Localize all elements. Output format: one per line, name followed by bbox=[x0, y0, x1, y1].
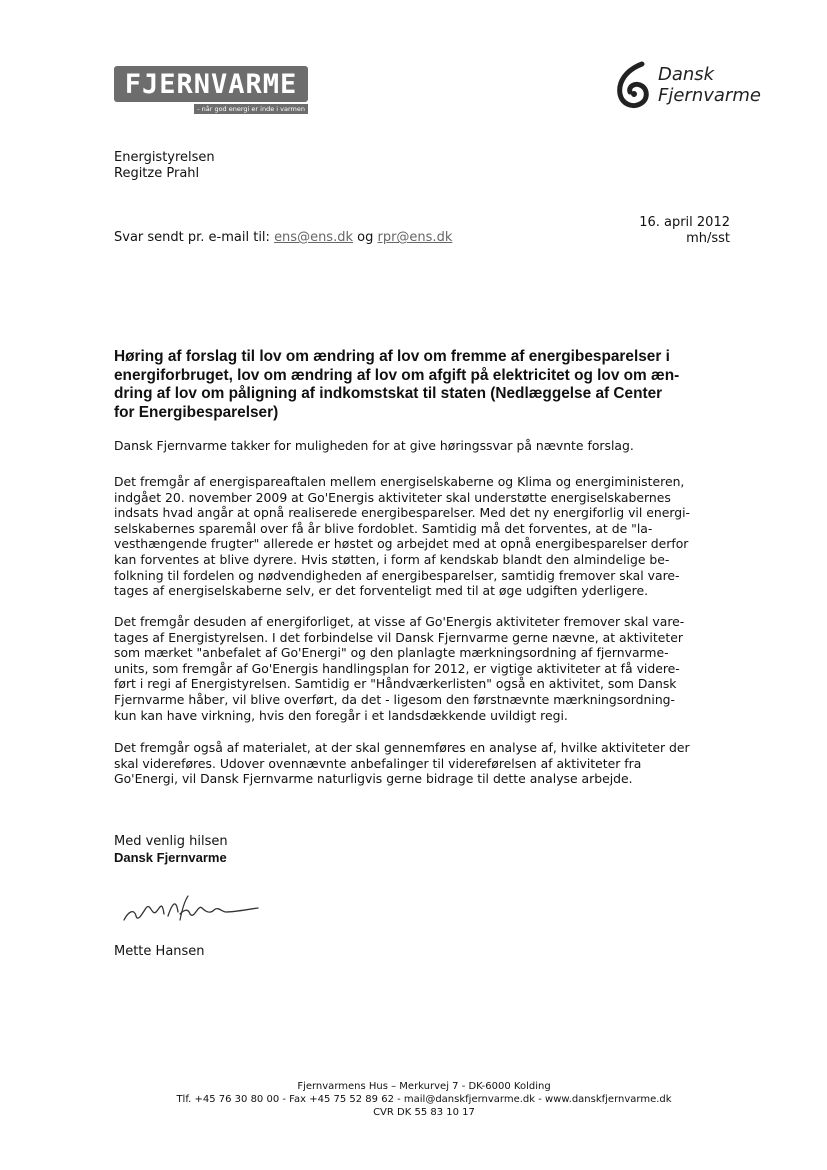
body-line: vesthængende frugter" allerede er høstet og arbejdet med at opnå energibesparelser derfor bbox=[114, 536, 689, 552]
body-line: Go'Energi, vil Dansk Fjernvarme naturligvis gerne bidrage til dette analyse arbejde. bbox=[114, 771, 633, 787]
fjernvarme-logo bbox=[114, 66, 308, 116]
recipient-person: Regitze Prahl bbox=[114, 166, 200, 181]
body-line: tages af Energistyrelsen. I det forbindelse vil Dansk Fjernvarme gerne nævne, at aktiviteter bbox=[114, 629, 683, 645]
body-line: Det fremgår af energispareaftalen mellem energiselskaberne og Klima og energiministeren, bbox=[114, 474, 685, 489]
letter-reference: mh/sst bbox=[686, 231, 730, 246]
body-line: selskabernes sparemål over få år blive fordoblet. Samtidig må det forventes, at de "la- bbox=[114, 520, 653, 536]
letter-date: 16. april 2012 bbox=[639, 215, 730, 230]
body-line: units, som fremgår af Go'Energis handlingsplan for 2012, er vigtige aktiviteter at få videre- bbox=[114, 660, 680, 676]
body-line: kan forventes at blive dyrere. Hvis støtten, i form af kendskab blandt den almindelige be- bbox=[114, 551, 670, 567]
closing-org: Dansk Fjernvarme bbox=[114, 850, 227, 865]
closing-greeting: Med venlig hilsen bbox=[114, 834, 228, 849]
logo-tagline: - når god energi er inde i varmen bbox=[194, 104, 308, 114]
heading-line: dring af lov om påligning af indkomstskat til staten (Nedlæggelse af Center bbox=[114, 385, 663, 402]
body-line: Det fremgår også af materialet, at der skal gennemføres en analyse af, hvilke aktiviteter der bbox=[114, 740, 690, 755]
body-line: ført i regi af Energistyrelsen. Samtidig er "Håndværkerlisten" også en aktivitet, som Dansk bbox=[114, 676, 677, 692]
footer-address: Fjernvarmens Hus – Merkurvej 7 - DK-6000 Kolding bbox=[297, 1081, 551, 1092]
handwritten-signature bbox=[118, 890, 268, 934]
letter-footer bbox=[114, 1080, 734, 1119]
dansk-fjernvarme-logo bbox=[612, 60, 772, 112]
signature-drawing bbox=[118, 890, 268, 930]
paragraph-2 bbox=[114, 474, 734, 599]
recipient-address bbox=[114, 150, 215, 182]
body-line: skal videreføres. Udover ovennævnte anbefalinger til videreførelsen af aktiviteter fra bbox=[114, 755, 642, 771]
body-line: folkning til fordelen og nødvendigheden af energibesparelser, samtidig fremover skal vare- bbox=[114, 567, 680, 583]
heading-line: Høring af forslag til lov om ændring af lov om fremme af energibesparelser i bbox=[114, 348, 670, 365]
date-reference bbox=[560, 215, 730, 247]
body-line: kun kan have virkning, hvis den foregår i et landsdækkende uvildigt regi. bbox=[114, 707, 568, 723]
sent-prefix: Svar sendt pr. e-mail til: bbox=[114, 230, 275, 245]
letter-heading bbox=[114, 348, 734, 422]
body-line: tages af energiselskaberne selv, er det forventeligt med til at øge udgiften yderligere. bbox=[114, 583, 649, 599]
recipient-org: Energistyrelsen bbox=[114, 150, 215, 165]
body-line: indgået 20. november 2009 at Go'Energis aktiviteter skal understøtte energiselskabernes bbox=[114, 489, 671, 505]
heading-line: energiforbruget, lov om ændring af lov om afgift på elektricitet og lov om æn- bbox=[114, 366, 680, 384]
paragraph-3 bbox=[114, 614, 734, 723]
body-line: Det fremgår desuden af energiforliget, at visse af Go'Energis aktiviteter fremover skal vare- bbox=[114, 614, 685, 629]
email-link-rpr[interactable]: rpr@ens.dk bbox=[377, 230, 453, 245]
sent-joiner: og bbox=[353, 230, 378, 245]
email-link-ens[interactable]: ens@ens.dk bbox=[274, 230, 353, 245]
swirl-logo-icon bbox=[612, 60, 656, 112]
sent-line bbox=[114, 230, 452, 245]
footer-cvr: CVR DK 55 83 10 17 bbox=[373, 1107, 475, 1118]
logo-wordmark: FJERNVARME bbox=[114, 66, 308, 102]
body-line: indsats hvad angår at opnå realiserede energibesparelser. Med det ny energiforlig vil energi- bbox=[114, 505, 691, 521]
logo-line-dansk: Dansk bbox=[658, 64, 715, 85]
body-line: som mærket "anbefalet af Go'Energi" og den planlagte mærkningsordning af fjernvarme- bbox=[114, 645, 669, 661]
closing bbox=[114, 834, 228, 867]
paragraph-1 bbox=[114, 438, 734, 454]
body-line: Fjernvarme håber, vil blive overført, da det - ligesom den førstnævnte mærkningsordning- bbox=[114, 691, 676, 707]
heading-line: for Energibesparelser) bbox=[114, 403, 279, 421]
logo-line-fjernvarme: Fjernvarme bbox=[658, 85, 761, 106]
signer-name: Mette Hansen bbox=[114, 944, 205, 959]
paragraph-4 bbox=[114, 740, 734, 787]
footer-contact: Tlf. +45 76 30 80 00 - Fax +45 75 52 89 62 - mail@danskfjernvarme.dk - www.danskfjernvarme.dk bbox=[176, 1094, 672, 1105]
body-line: Dansk Fjernvarme takker for muligheden for at give høringssvar på nævnte forslag. bbox=[114, 438, 634, 453]
